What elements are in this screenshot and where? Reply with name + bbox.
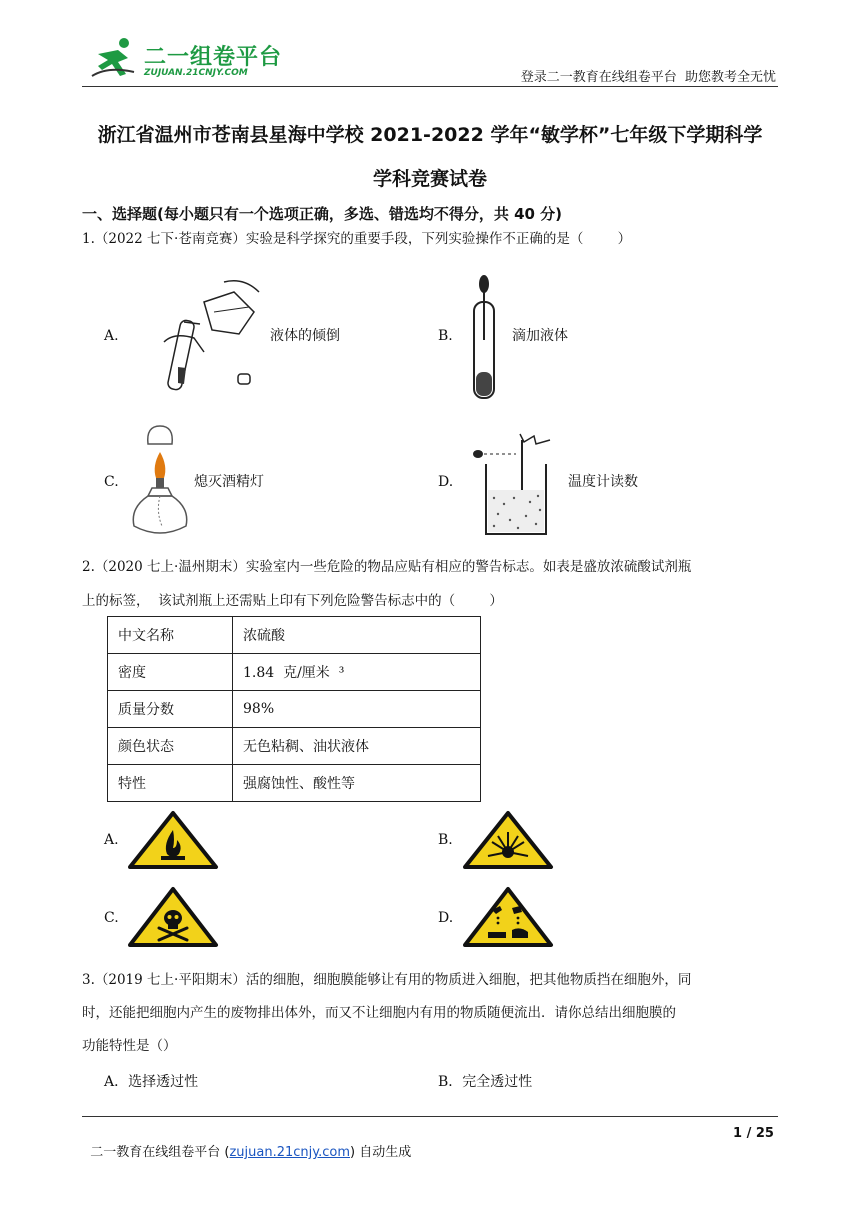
q1-option-a-label: 液体的倾倒 xyxy=(270,328,340,344)
table-row xyxy=(108,728,481,765)
q1-option-d-letter: D. xyxy=(438,474,454,490)
q3-option-a: A．选择透过性 xyxy=(104,1074,199,1090)
q3-option-b: B．完全透过性 xyxy=(438,1074,533,1090)
page-title-line1: 浙江省温州市苍南县星海中学校 2021-2022 学年“敏学杯”七年级下学期科学 xyxy=(97,124,763,146)
toxic-skull-warning-icon xyxy=(127,886,219,948)
question-3-line1: 3.（2019 七上·平阳期末）活的细胞，细胞膜能够让有用的物质进入细胞，把其他物质挡在细胞外，同 xyxy=(82,972,692,988)
page-title-line2: 学科竞赛试卷 xyxy=(372,168,487,190)
q1-option-a-letter: A. xyxy=(104,328,119,344)
table-row xyxy=(108,654,481,691)
table-row xyxy=(108,765,481,802)
q2-option-a-letter: A. xyxy=(104,832,119,848)
q1-option-d-label: 温度计读数 xyxy=(568,474,638,490)
logo xyxy=(88,36,288,84)
table-cell: 质量分数 xyxy=(108,691,233,728)
table-cell: 98% xyxy=(233,691,481,728)
table-cell: 无色粘稠、油状液体 xyxy=(233,728,481,765)
q2-option-d-letter: D. xyxy=(438,910,454,926)
pouring-liquid-icon xyxy=(134,272,269,392)
q2-option-b-letter: B. xyxy=(438,832,453,848)
header-divider xyxy=(82,86,778,87)
table-cell: 强腐蚀性、酸性等 xyxy=(233,765,481,802)
question-2-stem-line1: 2.（2020 七上·温州期末）实验室内一些危险的物品应贴有相应的警告标志。如表是盛放浓硫酸试剂瓶 xyxy=(82,559,692,575)
explosive-warning-icon xyxy=(462,810,554,870)
alcohol-lamp-icon xyxy=(126,422,196,542)
footer-source xyxy=(82,1126,411,1160)
question-1-stem: 1.（2022 七下·苍南竞赛）实验是科学探究的重要手段，下列实验操作不正确的是（ ） xyxy=(82,231,632,247)
section-heading: 一、选择题(每小题只有一个选项正确，多选、错选均不得分，共 40 分) xyxy=(82,205,563,223)
question-3-line2: 时，还能把细胞内产生的废物排出体外，而又不让细胞内有用的物质随便流出．请你总结出细胞膜的 xyxy=(82,1005,676,1021)
footer-suffix: ) 自动生成 xyxy=(350,1145,412,1160)
runner-logo-icon xyxy=(88,36,138,80)
table-row xyxy=(108,617,481,654)
footer-prefix: 二一教育在线组卷平台 ( xyxy=(90,1145,230,1160)
question-2-stem-line2: 上的标签， 该试剂瓶上还需贴上印有下列危险警告标志中的（ ） xyxy=(82,593,503,609)
q1-option-c-label: 熄灭酒精灯 xyxy=(194,474,264,490)
thermometer-beaker-icon xyxy=(464,430,564,540)
footer-link[interactable]: zujuan.21cnjy.com xyxy=(229,1145,351,1160)
logo-subtext: ZUJUAN.21CNJY.COM xyxy=(144,68,248,78)
dropper-test-tube-icon xyxy=(464,272,504,402)
page-number: 1 / 25 xyxy=(733,1126,774,1141)
q1-option-b-letter: B. xyxy=(438,328,453,344)
q1-option-b-label: 滴加液体 xyxy=(512,328,568,344)
reagent-label-table xyxy=(107,616,481,802)
table-cell: 特性 xyxy=(108,765,233,802)
corrosive-warning-icon xyxy=(462,886,554,948)
q1-option-c-letter: C. xyxy=(104,474,119,490)
question-3-line3: 功能特性是（） xyxy=(82,1038,177,1054)
q2-option-c-letter: C. xyxy=(104,910,119,926)
table-cell: 密度 xyxy=(108,654,233,691)
flammable-warning-icon xyxy=(127,810,219,870)
table-cell: 浓硫酸 xyxy=(233,617,481,654)
table-cell: 1.84 克/厘米 ³ xyxy=(233,654,481,691)
table-cell: 颜色状态 xyxy=(108,728,233,765)
header-slogan: 登录二一教育在线组卷平台 助您教考全无忧 xyxy=(520,70,776,85)
table-row xyxy=(108,691,481,728)
footer-divider xyxy=(82,1116,778,1117)
logo-text: 二一组卷平台 xyxy=(144,45,283,70)
table-cell: 中文名称 xyxy=(108,617,233,654)
